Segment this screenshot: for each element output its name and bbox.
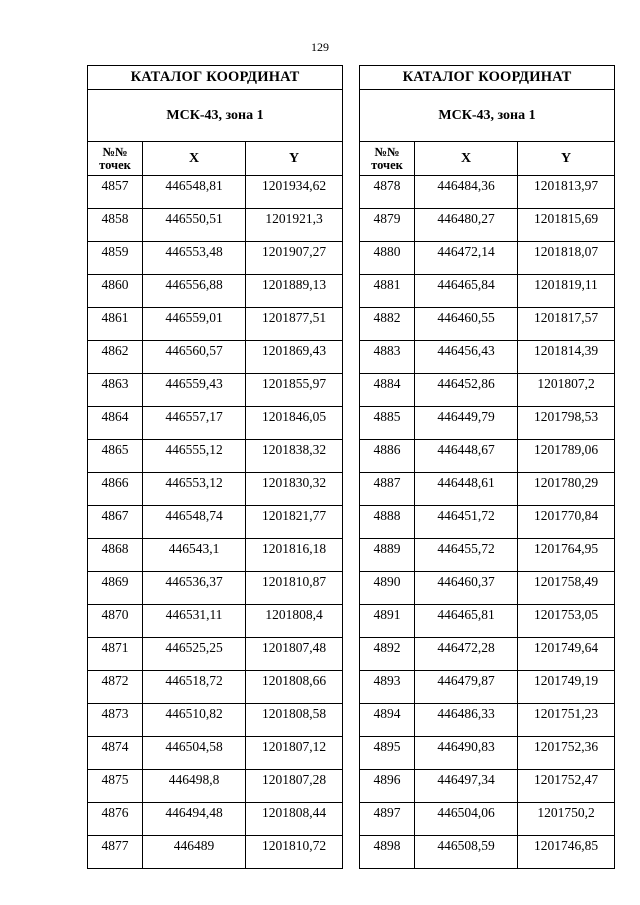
table-row [88,308,343,341]
y-coordinate-cell: 1201813,97 [518,176,615,209]
x-coordinate-cell: 446559,01 [143,308,246,341]
table-row [360,440,615,473]
point-number-cell: 4869 [88,572,143,605]
y-coordinate-cell: 1201752,36 [518,737,615,770]
x-coordinate-cell: 446448,67 [415,440,518,473]
y-coordinate-cell: 1201752,47 [518,770,615,803]
point-number-cell: 4886 [360,440,415,473]
x-coordinate-cell: 446449,79 [415,407,518,440]
x-coordinate-cell: 446553,12 [143,473,246,506]
point-number-cell: 4895 [360,737,415,770]
y-coordinate-cell: 1201921,3 [246,209,343,242]
x-coordinate-cell: 446460,55 [415,308,518,341]
table-row [88,770,343,803]
point-number-cell: 4883 [360,341,415,374]
table-row [88,407,343,440]
y-coordinate-cell: 1201869,43 [246,341,343,374]
table-row [360,209,615,242]
table-row [360,605,615,638]
point-number-cell: 4864 [88,407,143,440]
point-number-cell: 4890 [360,572,415,605]
y-coordinate-cell: 1201808,44 [246,803,343,836]
point-number-cell: 4898 [360,836,415,869]
point-number-cell: 4870 [88,605,143,638]
x-coordinate-cell: 446489 [143,836,246,869]
x-coordinate-cell: 446504,06 [415,803,518,836]
table-row [88,341,343,374]
point-number-cell: 4863 [88,374,143,407]
catalog-title: КАТАЛОГ КООРДИНАТ [360,66,615,90]
x-coordinate-cell: 446555,12 [143,440,246,473]
x-coordinate-cell: 446497,34 [415,770,518,803]
y-coordinate-cell: 1201753,05 [518,605,615,638]
x-coordinate-cell: 446543,1 [143,539,246,572]
y-coordinate-cell: 1201751,23 [518,704,615,737]
x-coordinate-cell: 446472,14 [415,242,518,275]
x-coordinate-cell: 446498,8 [143,770,246,803]
point-number-cell: 4889 [360,539,415,572]
table-row [360,803,615,836]
table-row [360,341,615,374]
table-row [88,605,343,638]
coordinate-system-zone: МСК-43, зона 1 [360,90,615,142]
point-number-cell: 4888 [360,506,415,539]
table-row [88,638,343,671]
point-number-cell: 4877 [88,836,143,869]
table-row [88,374,343,407]
y-coordinate-cell: 1201934,62 [246,176,343,209]
table-row [360,836,615,869]
y-coordinate-cell: 1201855,97 [246,374,343,407]
point-number-cell: 4891 [360,605,415,638]
y-coordinate-cell: 1201749,64 [518,638,615,671]
y-coordinate-cell: 1201889,13 [246,275,343,308]
table-row [360,506,615,539]
coordinate-catalog-right [359,65,615,869]
point-number-cell: 4860 [88,275,143,308]
x-coordinate-cell: 446484,36 [415,176,518,209]
table-row [360,704,615,737]
table-row [360,407,615,440]
y-coordinate-cell: 1201810,87 [246,572,343,605]
table-row [360,275,615,308]
point-number-cell: 4859 [88,242,143,275]
y-coordinate-cell: 1201808,58 [246,704,343,737]
x-coordinate-cell: 446504,58 [143,737,246,770]
y-coordinate-cell: 1201810,72 [246,836,343,869]
table-row [88,209,343,242]
y-header: Y [246,142,343,176]
point-number-cell: 4874 [88,737,143,770]
y-coordinate-cell: 1201846,05 [246,407,343,440]
y-coordinate-cell: 1201816,18 [246,539,343,572]
coordinate-catalog-left [87,65,343,869]
x-coordinate-cell: 446560,57 [143,341,246,374]
table-row [360,737,615,770]
x-coordinate-cell: 446486,33 [415,704,518,737]
y-coordinate-cell: 1201807,2 [518,374,615,407]
point-number-cell: 4871 [88,638,143,671]
point-number-cell: 4861 [88,308,143,341]
y-coordinate-cell: 1201807,28 [246,770,343,803]
y-coordinate-cell: 1201770,84 [518,506,615,539]
table-row [360,770,615,803]
point-number-cell: 4887 [360,473,415,506]
y-header: Y [518,142,615,176]
x-coordinate-cell: 446448,61 [415,473,518,506]
x-coordinate-cell: 446479,87 [415,671,518,704]
point-number-cell: 4878 [360,176,415,209]
y-coordinate-cell: 1201819,11 [518,275,615,308]
table-row [88,506,343,539]
y-coordinate-cell: 1201830,32 [246,473,343,506]
x-coordinate-cell: 446480,27 [415,209,518,242]
y-coordinate-cell: 1201798,53 [518,407,615,440]
y-coordinate-cell: 1201807,12 [246,737,343,770]
point-number-cell: 4876 [88,803,143,836]
point-number-header: №№ точек [88,142,143,176]
x-coordinate-cell: 446548,81 [143,176,246,209]
y-coordinate-cell: 1201789,06 [518,440,615,473]
y-coordinate-cell: 1201815,69 [518,209,615,242]
table-row [360,374,615,407]
table-row [360,671,615,704]
table-row [88,176,343,209]
table-row [88,803,343,836]
point-number-cell: 4857 [88,176,143,209]
y-coordinate-cell: 1201817,57 [518,308,615,341]
point-number-cell: 4892 [360,638,415,671]
x-coordinate-cell: 446525,25 [143,638,246,671]
x-coordinate-cell: 446452,86 [415,374,518,407]
y-coordinate-cell: 1201758,49 [518,572,615,605]
x-coordinate-cell: 446531,11 [143,605,246,638]
point-number-cell: 4866 [88,473,143,506]
y-coordinate-cell: 1201814,39 [518,341,615,374]
point-number-cell: 4881 [360,275,415,308]
y-coordinate-cell: 1201907,27 [246,242,343,275]
point-number-cell: 4879 [360,209,415,242]
point-number-cell: 4872 [88,671,143,704]
point-number-cell: 4875 [88,770,143,803]
x-coordinate-cell: 446548,74 [143,506,246,539]
table-row [88,440,343,473]
point-number-cell: 4868 [88,539,143,572]
point-number-cell: 4894 [360,704,415,737]
x-coordinate-cell: 446557,17 [143,407,246,440]
y-coordinate-cell: 1201750,2 [518,803,615,836]
point-number-cell: 4858 [88,209,143,242]
table-row [88,242,343,275]
y-coordinate-cell: 1201821,77 [246,506,343,539]
x-coordinate-cell: 446550,51 [143,209,246,242]
table-row [88,539,343,572]
page-number: 129 [311,40,329,54]
x-coordinate-cell: 446559,43 [143,374,246,407]
y-coordinate-cell: 1201808,4 [246,605,343,638]
table-row [88,671,343,704]
x-coordinate-cell: 446536,37 [143,572,246,605]
catalog-title: КАТАЛОГ КООРДИНАТ [88,66,343,90]
point-number-cell: 4865 [88,440,143,473]
table-row [360,539,615,572]
y-coordinate-cell: 1201808,66 [246,671,343,704]
y-coordinate-cell: 1201877,51 [246,308,343,341]
point-number-cell: 4867 [88,506,143,539]
table-row [360,473,615,506]
x-coordinate-cell: 446465,84 [415,275,518,308]
coordinate-system-zone: МСК-43, зона 1 [88,90,343,142]
y-coordinate-cell: 1201838,32 [246,440,343,473]
point-number-cell: 4862 [88,341,143,374]
x-coordinate-cell: 446553,48 [143,242,246,275]
table-row [360,572,615,605]
x-coordinate-cell: 446508,59 [415,836,518,869]
x-coordinate-cell: 446556,88 [143,275,246,308]
point-number-cell: 4873 [88,704,143,737]
table-row [88,275,343,308]
y-coordinate-cell: 1201764,95 [518,539,615,572]
point-number-cell: 4893 [360,671,415,704]
x-coordinate-cell: 446456,43 [415,341,518,374]
y-coordinate-cell: 1201749,19 [518,671,615,704]
x-coordinate-cell: 446451,72 [415,506,518,539]
y-coordinate-cell: 1201780,29 [518,473,615,506]
table-row [88,704,343,737]
x-coordinate-cell: 446494,48 [143,803,246,836]
table-row [88,836,343,869]
point-number-cell: 4896 [360,770,415,803]
point-number-cell: 4880 [360,242,415,275]
point-number-header: №№ точек [360,142,415,176]
point-number-cell: 4882 [360,308,415,341]
table-row [88,473,343,506]
table-row [360,242,615,275]
x-coordinate-cell: 446472,28 [415,638,518,671]
y-coordinate-cell: 1201746,85 [518,836,615,869]
table-row [88,737,343,770]
x-header: X [143,142,246,176]
x-coordinate-cell: 446510,82 [143,704,246,737]
x-coordinate-cell: 446460,37 [415,572,518,605]
x-coordinate-cell: 446518,72 [143,671,246,704]
table-row [360,308,615,341]
x-coordinate-cell: 446490,83 [415,737,518,770]
point-number-cell: 4897 [360,803,415,836]
point-number-cell: 4884 [360,374,415,407]
table-row [360,638,615,671]
y-coordinate-cell: 1201807,48 [246,638,343,671]
x-coordinate-cell: 446465,81 [415,605,518,638]
x-header: X [415,142,518,176]
table-row [88,572,343,605]
table-row [360,176,615,209]
point-number-cell: 4885 [360,407,415,440]
x-coordinate-cell: 446455,72 [415,539,518,572]
y-coordinate-cell: 1201818,07 [518,242,615,275]
